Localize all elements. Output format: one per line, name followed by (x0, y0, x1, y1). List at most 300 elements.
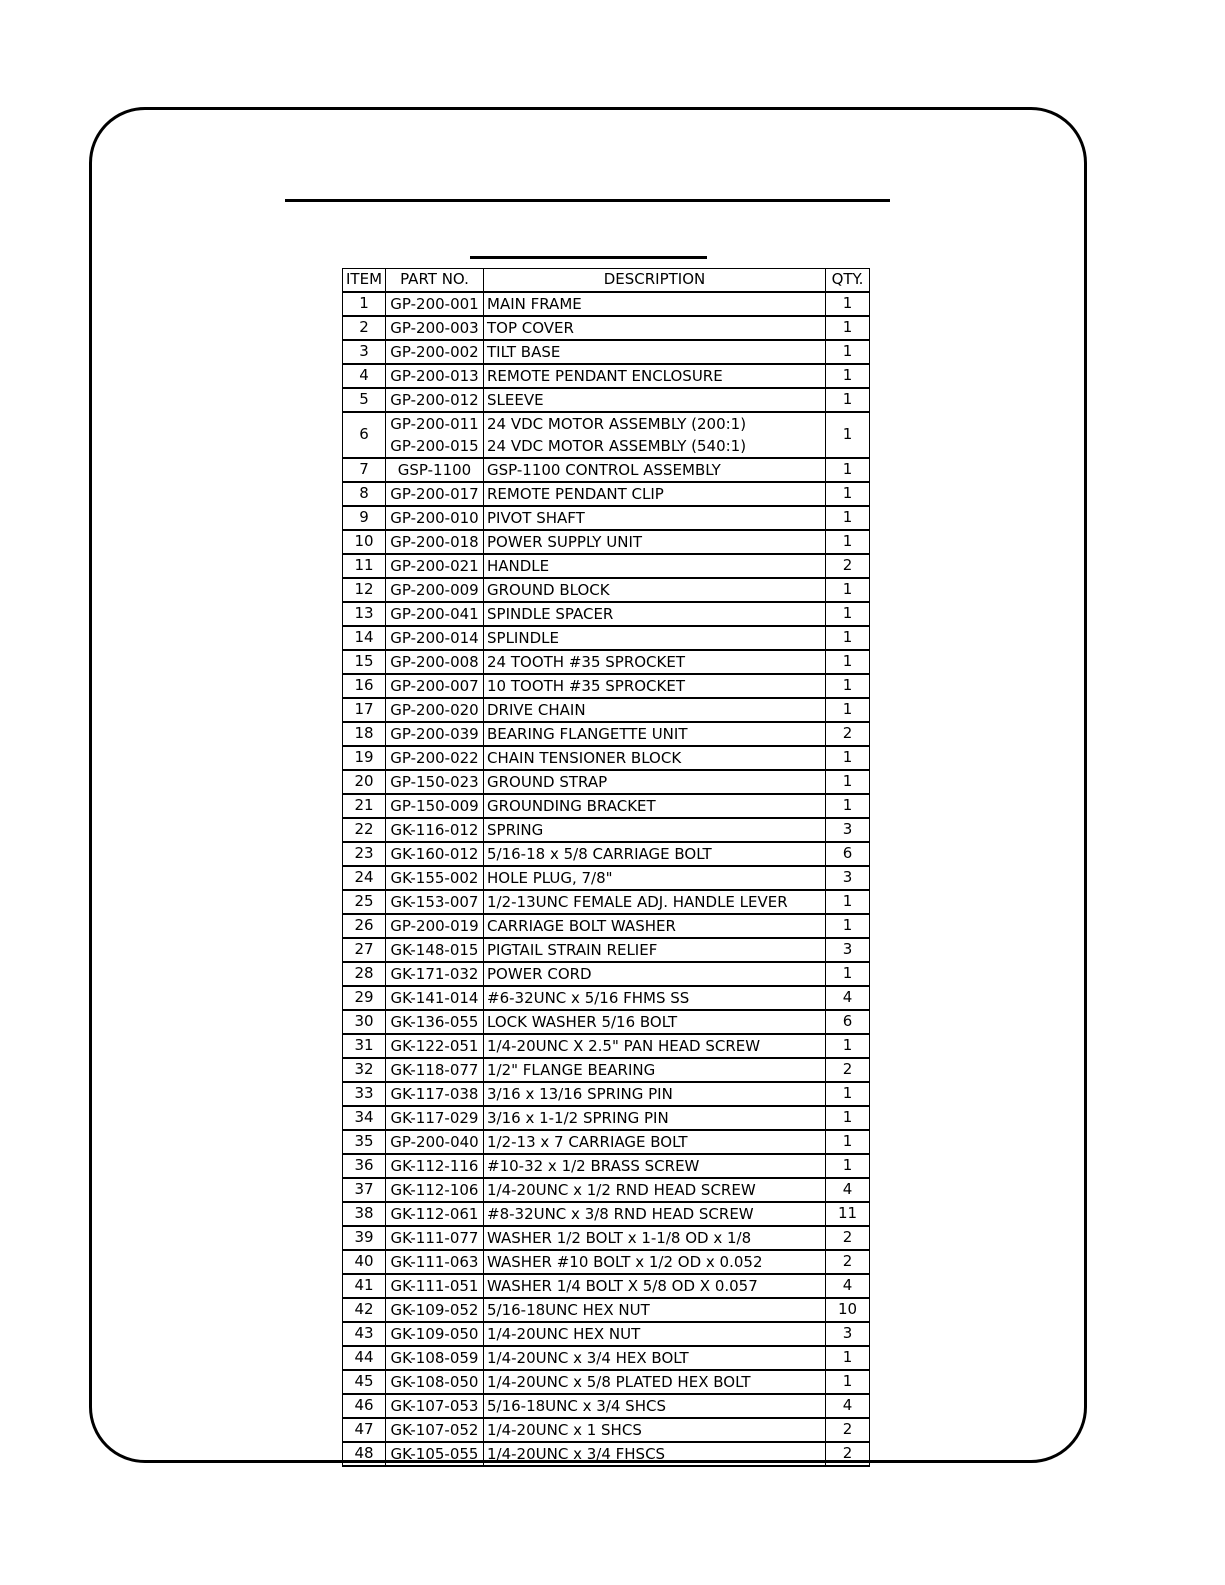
item-number-cell: 11 (343, 554, 386, 578)
table-row (343, 1034, 870, 1058)
description-cell (484, 986, 826, 1010)
part-number-cell (386, 650, 484, 674)
item-number-cell: 30 (343, 1010, 386, 1034)
part-number-cell (386, 866, 484, 890)
quantity-cell: 1 (826, 626, 870, 650)
part-number-cell (386, 1010, 484, 1034)
description-line: WASHER 1/4 BOLT X 5/8 OD X 0.057 (487, 1276, 758, 1295)
part-number-line: GK-118-077 (390, 1060, 479, 1079)
part-number-cell (386, 388, 484, 412)
table-row (343, 1274, 870, 1298)
description-line: WASHER 1/2 BOLT x 1-1/8 OD x 1/8 (487, 1228, 752, 1247)
part-number-line: GP-200-022 (390, 748, 479, 767)
description-line: 24 VDC MOTOR ASSEMBLY (200:1) (487, 414, 747, 433)
description-line: #6-32UNC x 5/16 FHMS SS (487, 988, 690, 1007)
description-cell (484, 1226, 826, 1250)
quantity-cell: 2 (826, 554, 870, 578)
subtitle-rule (470, 256, 707, 259)
table-row (343, 458, 870, 482)
description-line: DRIVE CHAIN (487, 700, 586, 719)
part-number-line: GK-160-012 (390, 844, 479, 863)
part-number-line: GP-200-019 (390, 916, 479, 935)
description-cell (484, 1346, 826, 1370)
description-line: WASHER #10 BOLT x 1/2 OD x 0.052 (487, 1252, 763, 1271)
item-number-cell: 41 (343, 1274, 386, 1298)
table-row (343, 1178, 870, 1202)
description-line: SLEEVE (487, 390, 544, 409)
table-row (343, 578, 870, 602)
part-number-cell (386, 1154, 484, 1178)
description-cell (484, 818, 826, 842)
part-number-line: GK-109-052 (390, 1300, 479, 1319)
description-line: SPRING (487, 820, 544, 839)
description-cell (484, 746, 826, 770)
quantity-cell: 1 (826, 698, 870, 722)
part-number-cell (386, 698, 484, 722)
quantity-cell: 3 (826, 938, 870, 962)
part-number-line: GP-200-012 (390, 390, 479, 409)
description-line: 3/16 x 13/16 SPRING PIN (487, 1084, 673, 1103)
item-number-cell: 21 (343, 794, 386, 818)
description-line: 1/2-13 x 7 CARRIAGE BOLT (487, 1132, 688, 1151)
description-cell (484, 1154, 826, 1178)
part-number-line: GP-200-018 (390, 532, 479, 551)
description-cell (484, 602, 826, 626)
part-number-line: GK-109-050 (390, 1324, 479, 1343)
description-line: 5/16-18 x 5/8 CARRIAGE BOLT (487, 844, 712, 863)
description-line: 3/16 x 1-1/2 SPRING PIN (487, 1108, 669, 1127)
header-qty: QTY. (826, 269, 870, 292)
description-line: CHAIN TENSIONER BLOCK (487, 748, 682, 767)
description-line: LOCK WASHER 5/16 BOLT (487, 1012, 678, 1031)
table-row (343, 818, 870, 842)
description-line: 5/16-18UNC HEX NUT (487, 1300, 650, 1319)
description-line: GROUND STRAP (487, 772, 608, 791)
part-number-line: GK-107-053 (390, 1396, 479, 1415)
item-number-cell: 27 (343, 938, 386, 962)
description-line: 1/4-20UNC x 3/4 FHSCS (487, 1444, 666, 1463)
table-row (343, 506, 870, 530)
part-number-cell (386, 770, 484, 794)
description-line: MAIN FRAME (487, 294, 582, 313)
part-number-line: GK-112-061 (390, 1204, 479, 1223)
table-row (343, 746, 870, 770)
description-cell (484, 1394, 826, 1418)
description-line: 1/2" FLANGE BEARING (487, 1060, 656, 1079)
description-line: 1/4-20UNC HEX NUT (487, 1324, 641, 1343)
description-line: #10-32 x 1/2 BRASS SCREW (487, 1156, 700, 1175)
quantity-cell: 1 (826, 770, 870, 794)
description-cell (484, 458, 826, 482)
description-line: REMOTE PENDANT CLIP (487, 484, 664, 503)
part-number-line: GK-122-051 (390, 1036, 479, 1055)
description-cell (484, 722, 826, 746)
table-header-row (343, 269, 870, 292)
part-number-line: GK-171-032 (390, 964, 479, 983)
part-number-cell (386, 914, 484, 938)
description-cell (484, 482, 826, 506)
table-row (343, 770, 870, 794)
header-part-no: PART NO. (386, 269, 484, 292)
quantity-cell: 1 (826, 1106, 870, 1130)
description-line: REMOTE PENDANT ENCLOSURE (487, 366, 723, 385)
table-row (343, 626, 870, 650)
description-cell (484, 1034, 826, 1058)
part-number-line: GP-150-023 (390, 772, 479, 791)
part-number-line: GP-200-008 (390, 652, 479, 671)
table-row (343, 1394, 870, 1418)
quantity-cell: 1 (826, 602, 870, 626)
description-line: HOLE PLUG, 7/8" (487, 868, 613, 887)
item-number-cell: 34 (343, 1106, 386, 1130)
table-row (343, 1058, 870, 1082)
description-line: 24 VDC MOTOR ASSEMBLY (540:1) (487, 436, 747, 455)
description-cell (484, 1130, 826, 1154)
part-number-line: GK-108-059 (390, 1348, 479, 1367)
quantity-cell: 4 (826, 1178, 870, 1202)
quantity-cell: 1 (826, 914, 870, 938)
table-row (343, 316, 870, 340)
item-number-cell: 8 (343, 482, 386, 506)
description-line: SPLINDLE (487, 628, 559, 647)
item-number-cell: 25 (343, 890, 386, 914)
quantity-cell: 3 (826, 1322, 870, 1346)
part-number-cell (386, 340, 484, 364)
part-number-line: GK-108-050 (390, 1372, 479, 1391)
description-line: CARRIAGE BOLT WASHER (487, 916, 676, 935)
item-number-cell: 24 (343, 866, 386, 890)
quantity-cell: 1 (826, 412, 870, 458)
part-number-line: GK-116-012 (390, 820, 479, 839)
item-number-cell: 1 (343, 292, 386, 316)
table-row (343, 1082, 870, 1106)
part-number-cell (386, 1370, 484, 1394)
quantity-cell: 2 (826, 722, 870, 746)
parts-table-body (343, 292, 870, 1466)
table-row (343, 1010, 870, 1034)
item-number-cell: 15 (343, 650, 386, 674)
part-number-line: GK-136-055 (390, 1012, 479, 1031)
header-item: ITEM (343, 269, 386, 292)
description-cell (484, 340, 826, 364)
description-cell (484, 938, 826, 962)
description-cell (484, 1298, 826, 1322)
item-number-cell: 6 (343, 412, 386, 458)
item-number-cell: 36 (343, 1154, 386, 1178)
table-row (343, 866, 870, 890)
table-row (343, 482, 870, 506)
description-cell (484, 554, 826, 578)
table-row (343, 1154, 870, 1178)
item-number-cell: 14 (343, 626, 386, 650)
table-row (343, 292, 870, 316)
table-row (343, 794, 870, 818)
quantity-cell: 2 (826, 1442, 870, 1466)
part-number-cell (386, 1178, 484, 1202)
description-line: POWER SUPPLY UNIT (487, 532, 643, 551)
table-row (343, 914, 870, 938)
quantity-cell: 1 (826, 1154, 870, 1178)
part-number-line: GP-200-010 (390, 508, 479, 527)
part-number-line: GK-112-106 (390, 1180, 479, 1199)
description-line: 1/4-20UNC X 2.5" PAN HEAD SCREW (487, 1036, 761, 1055)
item-number-cell: 38 (343, 1202, 386, 1226)
part-number-line: GP-200-007 (390, 676, 479, 695)
part-number-cell (386, 722, 484, 746)
part-number-cell (386, 1298, 484, 1322)
part-number-cell (386, 986, 484, 1010)
item-number-cell: 17 (343, 698, 386, 722)
item-number-cell: 39 (343, 1226, 386, 1250)
table-row (343, 1106, 870, 1130)
part-number-cell (386, 1274, 484, 1298)
quantity-cell: 1 (826, 578, 870, 602)
item-number-cell: 46 (343, 1394, 386, 1418)
quantity-cell: 1 (826, 650, 870, 674)
quantity-cell: 1 (826, 340, 870, 364)
part-number-line: GP-200-017 (390, 484, 479, 503)
item-number-cell: 43 (343, 1322, 386, 1346)
part-number-cell (386, 1442, 484, 1466)
item-number-cell: 31 (343, 1034, 386, 1058)
item-number-cell: 12 (343, 578, 386, 602)
part-number-line: GP-200-040 (390, 1132, 479, 1151)
table-row (343, 340, 870, 364)
item-number-cell: 42 (343, 1298, 386, 1322)
part-number-cell (386, 746, 484, 770)
table-row (343, 890, 870, 914)
part-number-line: GP-150-009 (390, 796, 479, 815)
description-cell (484, 506, 826, 530)
table-row (343, 530, 870, 554)
description-cell (484, 626, 826, 650)
part-number-cell (386, 458, 484, 482)
quantity-cell: 1 (826, 1082, 870, 1106)
description-cell (484, 316, 826, 340)
description-line: 1/4-20UNC x 5/8 PLATED HEX BOLT (487, 1372, 751, 1391)
quantity-cell: 1 (826, 292, 870, 316)
description-cell (484, 1058, 826, 1082)
table-row (343, 938, 870, 962)
part-number-cell (386, 962, 484, 986)
part-number-cell (386, 626, 484, 650)
part-number-line: GP-200-021 (390, 556, 479, 575)
item-number-cell: 37 (343, 1178, 386, 1202)
part-number-cell (386, 842, 484, 866)
quantity-cell: 1 (826, 482, 870, 506)
quantity-cell: 1 (826, 458, 870, 482)
item-number-cell: 32 (343, 1058, 386, 1082)
part-number-cell (386, 1226, 484, 1250)
description-cell (484, 1418, 826, 1442)
table-row (343, 1226, 870, 1250)
table-row (343, 1250, 870, 1274)
description-line: TILT BASE (487, 342, 561, 361)
item-number-cell: 44 (343, 1346, 386, 1370)
part-number-line: GP-200-020 (390, 700, 479, 719)
part-number-cell (386, 506, 484, 530)
item-number-cell: 28 (343, 962, 386, 986)
item-number-cell: 10 (343, 530, 386, 554)
quantity-cell: 1 (826, 890, 870, 914)
part-number-cell (386, 1250, 484, 1274)
part-number-cell (386, 578, 484, 602)
description-line: PIVOT SHAFT (487, 508, 585, 527)
description-cell (484, 866, 826, 890)
description-line: HANDLE (487, 556, 550, 575)
quantity-cell: 6 (826, 842, 870, 866)
item-number-cell: 3 (343, 340, 386, 364)
description-cell (484, 1106, 826, 1130)
item-number-cell: 40 (343, 1250, 386, 1274)
part-number-cell (386, 1130, 484, 1154)
quantity-cell: 1 (826, 530, 870, 554)
item-number-cell: 29 (343, 986, 386, 1010)
description-line: #8-32UNC x 3/8 RND HEAD SCREW (487, 1204, 754, 1223)
description-line: GROUNDING BRACKET (487, 796, 656, 815)
description-line: 1/4-20UNC x 1/2 RND HEAD SCREW (487, 1180, 756, 1199)
description-line: 5/16-18UNC x 3/4 SHCS (487, 1396, 666, 1415)
part-number-line: GSP-1100 (397, 460, 472, 479)
part-number-cell (386, 1034, 484, 1058)
item-number-cell: 23 (343, 842, 386, 866)
part-number-cell (386, 482, 484, 506)
table-row (343, 554, 870, 578)
item-number-cell: 45 (343, 1370, 386, 1394)
part-number-line: GP-200-003 (390, 318, 479, 337)
item-number-cell: 7 (343, 458, 386, 482)
table-row (343, 1130, 870, 1154)
header-description: DESCRIPTION (484, 269, 826, 292)
table-row (343, 1370, 870, 1394)
description-cell (484, 1178, 826, 1202)
description-line: 10 TOOTH #35 SPROCKET (487, 676, 686, 695)
quantity-cell: 1 (826, 962, 870, 986)
part-number-cell (386, 1106, 484, 1130)
quantity-cell: 4 (826, 1394, 870, 1418)
item-number-cell: 9 (343, 506, 386, 530)
quantity-cell: 1 (826, 364, 870, 388)
table-row (343, 1202, 870, 1226)
part-number-line: GP-200-001 (390, 294, 479, 313)
quantity-cell: 1 (826, 316, 870, 340)
part-number-cell (386, 530, 484, 554)
part-number-line: GP-200-013 (390, 366, 479, 385)
item-number-cell: 33 (343, 1082, 386, 1106)
part-number-line: GK-117-029 (390, 1108, 479, 1127)
description-cell (484, 388, 826, 412)
quantity-cell: 4 (826, 1274, 870, 1298)
item-number-cell: 26 (343, 914, 386, 938)
part-number-line: GK-111-077 (390, 1228, 479, 1247)
table-row (343, 650, 870, 674)
part-number-line: GP-200-002 (390, 342, 479, 361)
description-cell (484, 674, 826, 698)
title-rule (285, 199, 890, 202)
quantity-cell: 1 (826, 674, 870, 698)
quantity-cell: 6 (826, 1010, 870, 1034)
quantity-cell: 1 (826, 1346, 870, 1370)
description-line: SPINDLE SPACER (487, 604, 614, 623)
item-number-cell: 47 (343, 1418, 386, 1442)
description-line: 1/2-13UNC FEMALE ADJ. HANDLE LEVER (487, 892, 788, 911)
quantity-cell: 1 (826, 506, 870, 530)
description-line: PIGTAIL STRAIN RELIEF (487, 940, 658, 959)
description-line: POWER CORD (487, 964, 592, 983)
part-number-line: GK-111-063 (390, 1252, 479, 1271)
part-number-cell (386, 292, 484, 316)
item-number-cell: 13 (343, 602, 386, 626)
part-number-cell (386, 554, 484, 578)
description-cell (484, 842, 826, 866)
part-number-line: GK-105-055 (390, 1444, 479, 1463)
table-row (343, 1442, 870, 1466)
description-cell (484, 770, 826, 794)
item-number-cell: 20 (343, 770, 386, 794)
quantity-cell: 1 (826, 1370, 870, 1394)
table-row (343, 722, 870, 746)
description-line: TOP COVER (487, 318, 574, 337)
quantity-cell: 1 (826, 388, 870, 412)
quantity-cell: 2 (826, 1226, 870, 1250)
item-number-cell: 19 (343, 746, 386, 770)
part-number-cell (386, 794, 484, 818)
description-cell (484, 1442, 826, 1466)
table-row (343, 962, 870, 986)
description-line: GSP-1100 CONTROL ASSEMBLY (487, 460, 721, 479)
part-number-cell (386, 364, 484, 388)
description-cell (484, 914, 826, 938)
table-row (343, 1418, 870, 1442)
part-number-line: GP-200-041 (390, 604, 479, 623)
table-row (343, 412, 870, 458)
item-number-cell: 5 (343, 388, 386, 412)
part-number-line: GP-200-014 (390, 628, 479, 647)
description-cell (484, 1322, 826, 1346)
part-number-line: GK-107-052 (390, 1420, 479, 1439)
part-number-line: GK-111-051 (390, 1276, 479, 1295)
part-number-cell (386, 1346, 484, 1370)
part-number-line: GP-200-015 (390, 436, 479, 455)
description-line: 1/4-20UNC x 3/4 HEX BOLT (487, 1348, 689, 1367)
item-number-cell: 22 (343, 818, 386, 842)
part-number-line: GK-117-038 (390, 1084, 479, 1103)
table-row (343, 698, 870, 722)
part-number-line: GK-141-014 (390, 988, 479, 1007)
quantity-cell: 2 (826, 1418, 870, 1442)
part-number-cell (386, 1394, 484, 1418)
description-cell (484, 1370, 826, 1394)
quantity-cell: 1 (826, 794, 870, 818)
description-cell (484, 1274, 826, 1298)
description-cell (484, 1082, 826, 1106)
part-number-cell (386, 890, 484, 914)
quantity-cell: 11 (826, 1202, 870, 1226)
part-number-cell (386, 602, 484, 626)
item-number-cell: 35 (343, 1130, 386, 1154)
description-cell (484, 530, 826, 554)
part-number-cell (386, 818, 484, 842)
description-cell (484, 794, 826, 818)
quantity-cell: 2 (826, 1058, 870, 1082)
description-cell (484, 364, 826, 388)
quantity-cell: 4 (826, 986, 870, 1010)
part-number-cell (386, 1322, 484, 1346)
table-row (343, 986, 870, 1010)
table-row (343, 674, 870, 698)
part-number-line: GP-200-039 (390, 724, 479, 743)
part-number-cell (386, 412, 484, 458)
